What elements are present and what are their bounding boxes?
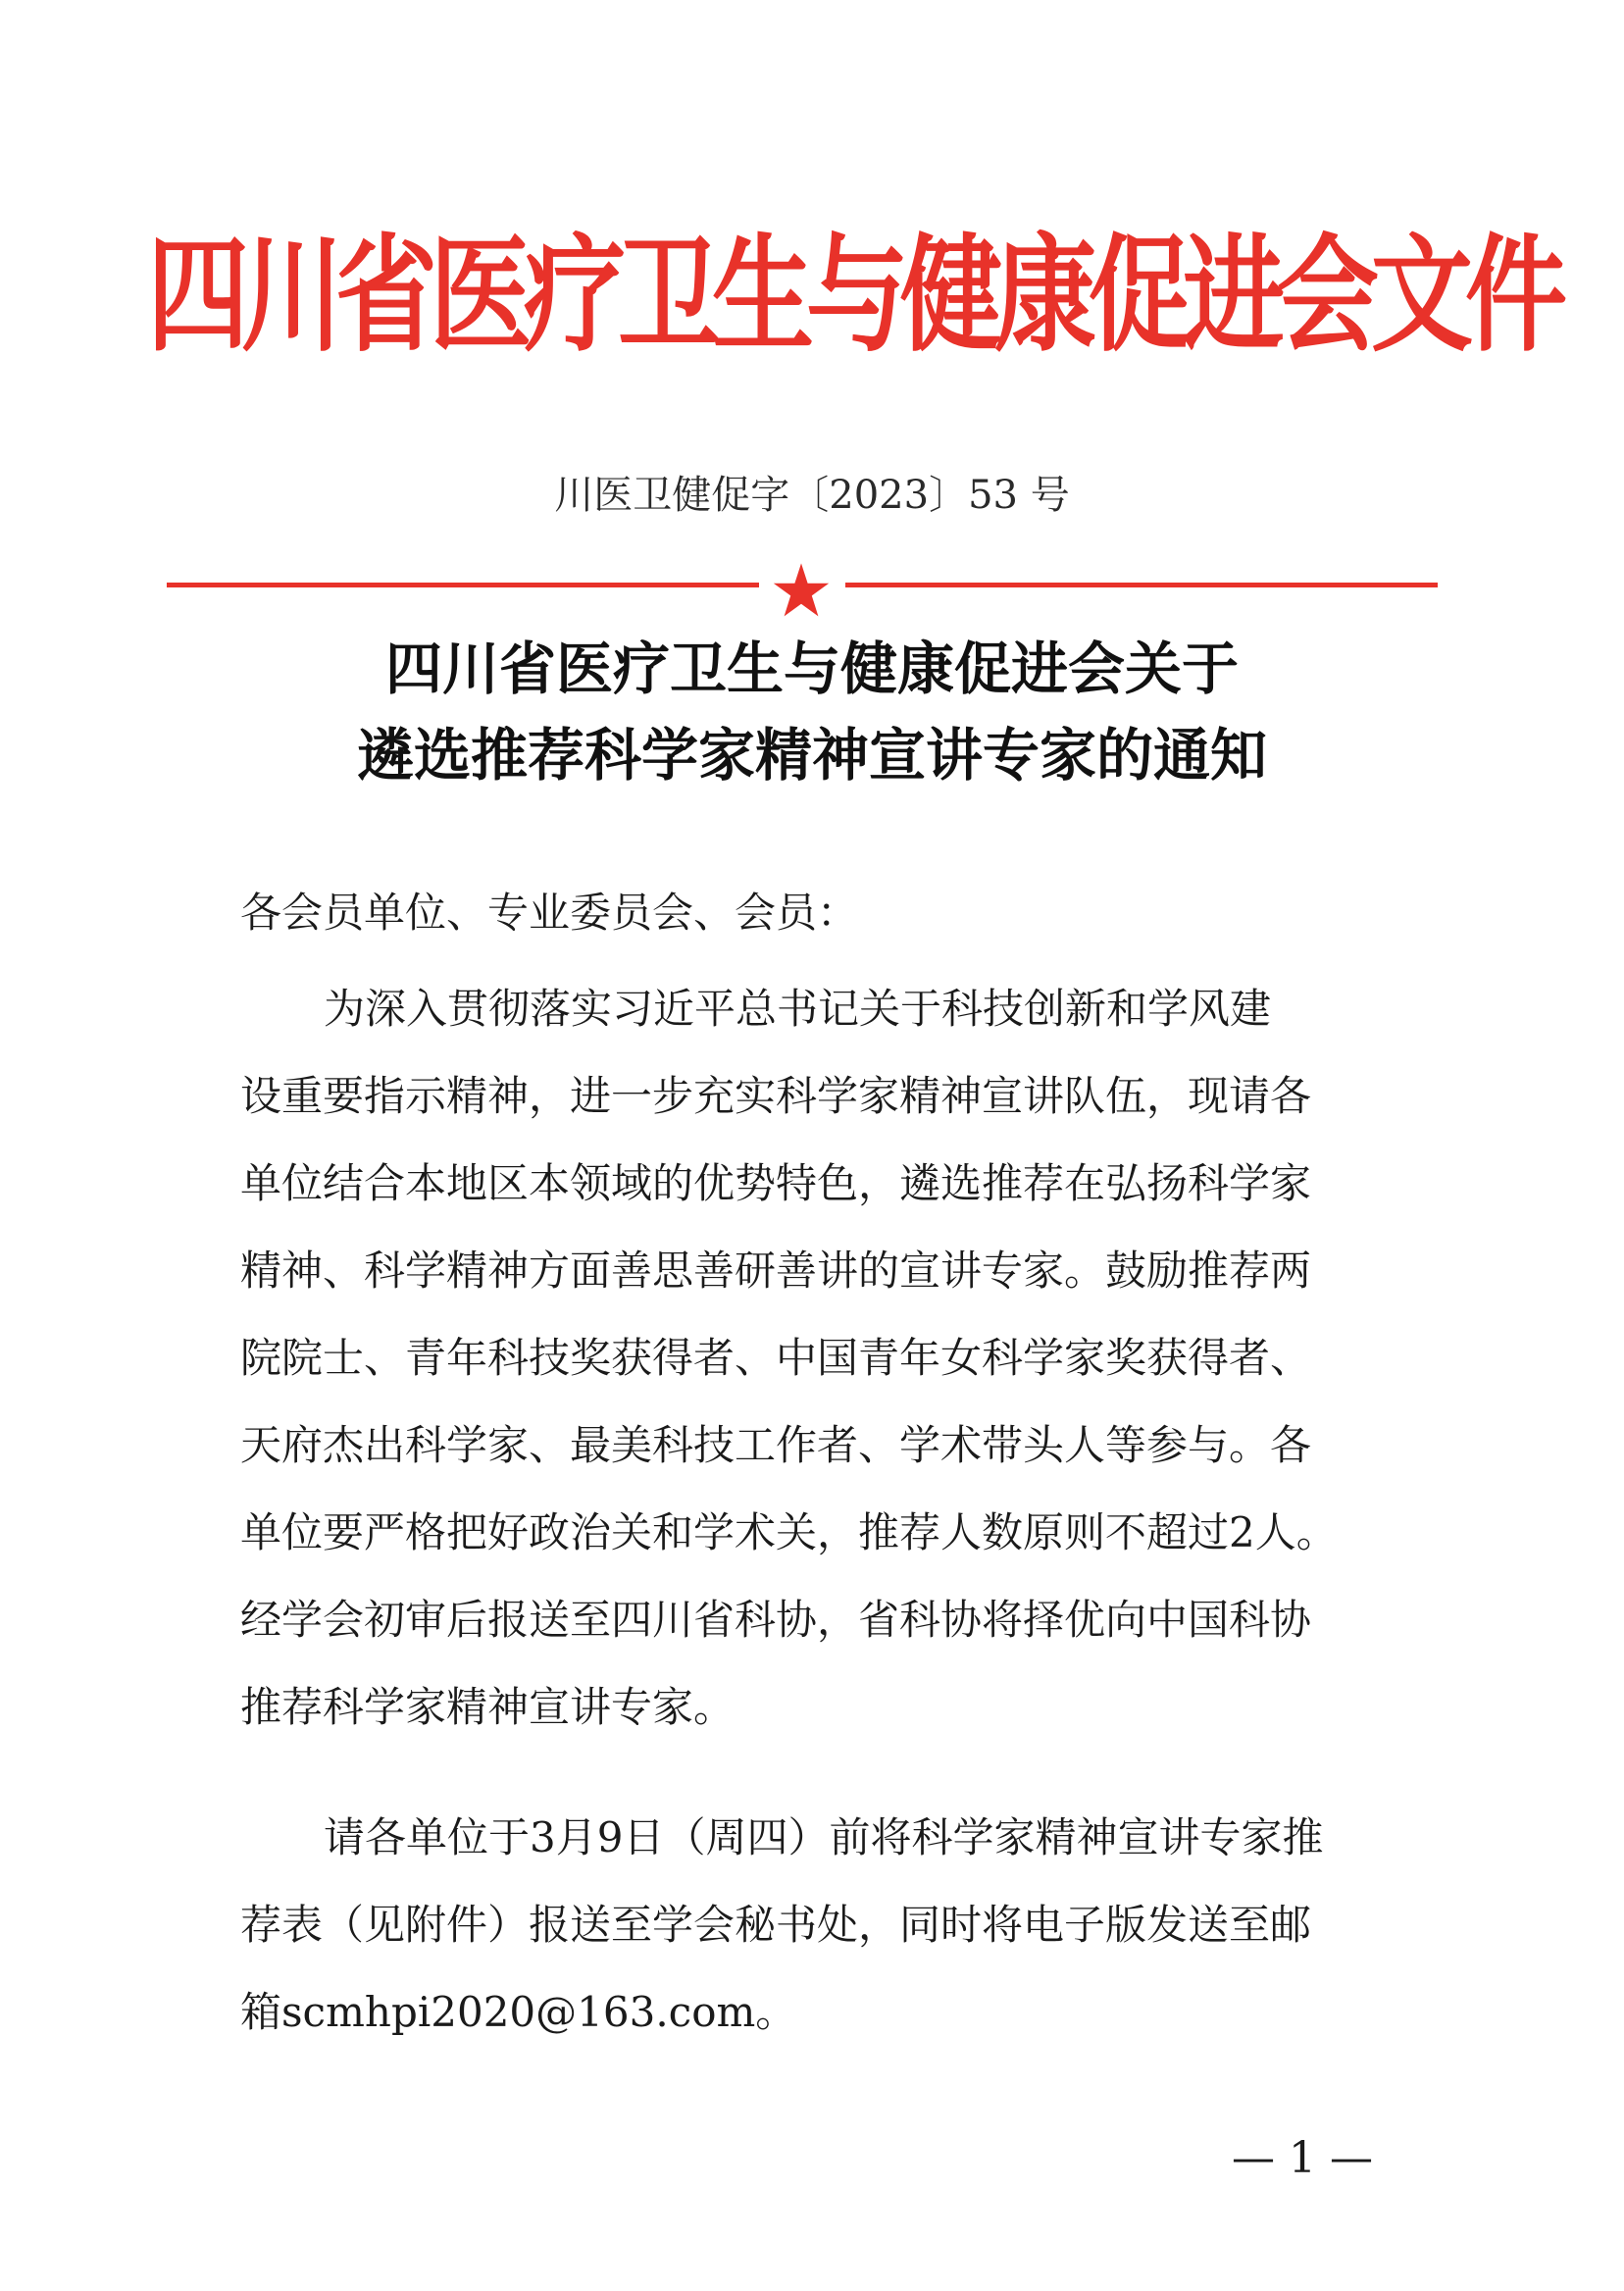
paragraph-1-line: 为深入贯彻落实习近平总书记关于科技创新和学风建 <box>324 985 1272 1033</box>
notice-title-line-1: 四川省医疗卫生与健康促进会关于 <box>384 636 1239 702</box>
paragraph-1-line: 推荐科学家精神宣讲专家。 <box>240 1683 736 1731</box>
paragraph-1-line: 精神、科学精神方面善思善研善讲的宣讲专家。鼓励推荐两 <box>240 1247 1312 1295</box>
paragraph-1-line: 设重要指示精神，进一步充实科学家精神宣讲队伍，现请各 <box>240 1072 1312 1120</box>
document-number: 川医卫健促字〔2023〕53 号 <box>554 473 1070 518</box>
paragraph-2-line: 请各单位于3月9日（周四）前将科学家精神宣讲专家推 <box>324 1813 1324 1861</box>
addressee-line: 各会员单位、专业委员会、会员： <box>240 889 859 937</box>
paragraph-1-line: 院院士、青年科技奖获得者、中国青年女科学家奖获得者、 <box>240 1334 1312 1382</box>
paragraph-1-line: 天府杰出科学家、最美科技工作者、学术带头人等参与。各 <box>240 1421 1312 1469</box>
paragraph-1-line: 单位结合本地区本领域的优势特色，遴选推荐在弘扬科学家 <box>240 1159 1312 1207</box>
paragraph-1-line: 经学会初审后报送至四川省科协，省科协将择优向中国科协 <box>240 1596 1312 1644</box>
paragraph-2-line: 荐表（见附件）报送至学会秘书处，同时将电子版发送至邮 <box>240 1901 1312 1949</box>
paragraph-1-line: 单位要严格把好政治关和学术关，推荐人数原则不超过2人。 <box>240 1508 1338 1556</box>
divider-line-left <box>167 583 759 587</box>
divider-line-right <box>845 583 1438 587</box>
page-number: — 1 — <box>1232 2133 1373 2183</box>
star-icon <box>771 561 832 620</box>
red-divider <box>0 565 1624 604</box>
issuer-header-title: 四川省医疗卫生与健康促进会文件 <box>147 220 1560 370</box>
paragraph-2-line: 箱scmhpi2020@163.com。 <box>240 1988 797 2036</box>
notice-title-line-2: 遴选推荐科学家精神宣讲专家的通知 <box>356 722 1267 789</box>
